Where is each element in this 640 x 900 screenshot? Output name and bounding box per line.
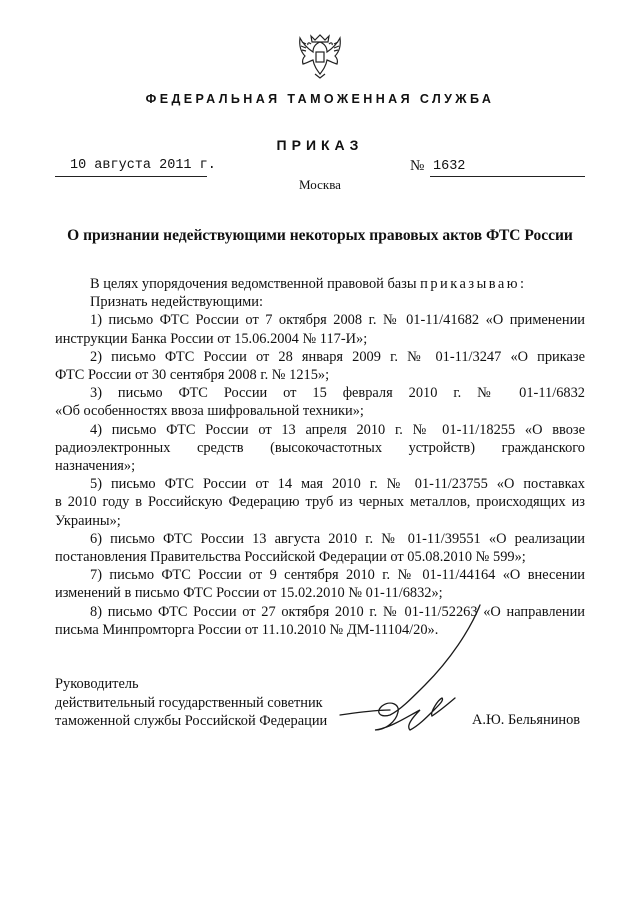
item-5-line-3: Украины»;: [55, 512, 121, 529]
city-name: Москва: [299, 177, 341, 192]
item-6-line-2: постановления Правительства Российской Федерации от 05.08.2010 № 599»;: [55, 549, 526, 566]
item-4-line-2: радиоэлектронных средств (высокочастотных устройств) гражданского: [55, 439, 585, 456]
item-1-line-2: инструкции Банка России от 15.06.2004 № 117-И»;: [55, 330, 368, 347]
order-keyword: приказываю:: [420, 276, 527, 292]
intro-lead: В целях упорядочения ведомственной правовой базы: [90, 276, 417, 292]
item-8-line-2: письма Минпромторга России от 11.10.2010 № ДМ-11104/20».: [55, 621, 439, 638]
agency-name: ФЕДЕРАЛЬНАЯ ТАМОЖЕННАЯ СЛУЖБА: [145, 92, 495, 106]
item-2-line-1: 2) письмо ФТС России от 28 января 2009 г. № 01-11/3247 «О приказе: [90, 348, 585, 365]
coat-of-arms-emblem: [297, 30, 343, 82]
signatory-name: А.Ю. Бельянинов: [472, 712, 581, 728]
item-3-line-2: «Об особенностях ввоза шифровальной техники»;: [55, 403, 364, 420]
item-7-line-1: 7) письмо ФТС России от 9 сентября 2010 г. № 01-11/44164 «О внесении: [90, 567, 585, 584]
item-4-line-3: назначения»;: [55, 458, 136, 475]
order-number: 1632: [433, 159, 466, 174]
item-2-line-2: ФТС России от 30 сентября 2008 г. № 1215»;: [55, 367, 330, 384]
signatory-title: [55, 675, 327, 731]
order-subject: О признании недействующими некоторых правовых актов ФТС России: [67, 227, 573, 244]
item-1-line-1: 1) письмо ФТС России от 7 октября 2008 г. № 01-11/41682 «О применении: [90, 312, 585, 329]
item-5-line-1: 5) письмо ФТС России от 14 мая 2010 г. № 01-11/23755 «О поставках: [90, 476, 585, 493]
signatory-title-line-3: таможенной службы Российской Федерации: [55, 713, 328, 729]
recognize-line: Признать недействующими:: [90, 294, 263, 311]
item-7-line-2: изменений в письмо ФТС России от 15.02.2010 № 01-11/6832»;: [55, 585, 443, 602]
item-3-line-1: 3) письмо ФТС России от 15 февраля 2010 г. № 01-11/6832: [90, 385, 585, 402]
item-5-line-2: в 2010 году в Российскую Федерацию труб из черных металлов, происходящих из: [55, 494, 585, 511]
number-label: №: [410, 158, 425, 174]
item-4-line-1: 4) письмо ФТС России от 13 апреля 2010 г. № 01-11/18255 «О ввозе: [90, 421, 585, 438]
order-body: [55, 275, 585, 639]
document-type-title: ПРИКАЗ: [276, 137, 364, 153]
signatory-title-line-1: Руководитель: [55, 676, 139, 692]
item-6-line-1: 6) письмо ФТС России 13 августа 2010 г. № 01-11/39551 «О реализации: [90, 530, 585, 547]
order-date: 10 августа 2011 г.: [70, 158, 216, 173]
item-8-line-1: 8) письмо ФТС России от 27 октября 2010 г. № 01-11/52263 «О направлении: [90, 603, 585, 620]
signatory-title-line-2: действительный государственный советник: [55, 694, 323, 711]
intro-line: [55, 275, 585, 293]
